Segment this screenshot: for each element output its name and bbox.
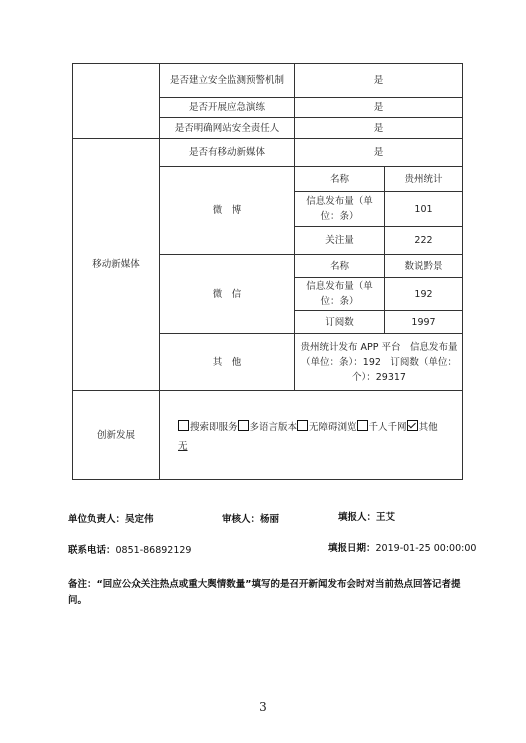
- reviewer: 审核人：杨丽: [222, 514, 280, 525]
- security-monitoring-value: 是: [373, 75, 384, 86]
- table-rule: [462, 63, 463, 480]
- innovation-label: 创新发展: [96, 429, 135, 441]
- mobile-media-label: 移动新媒体: [92, 259, 140, 270]
- weibo-follow-label: 关注量: [325, 235, 354, 246]
- weixin-publish-value: 192: [414, 288, 433, 300]
- option-other[interactable]: 其他: [407, 422, 438, 433]
- weibo-follow-value: 222: [414, 235, 433, 246]
- checkbox-icon[interactable]: [357, 420, 368, 431]
- security-owner-label: 是否明确网站安全责任人: [174, 122, 280, 134]
- filler: 填报人：王艾: [338, 512, 396, 523]
- checked-checkbox-icon[interactable]: [407, 420, 418, 431]
- table-rule: [294, 166, 295, 390]
- checkbox-icon[interactable]: [238, 420, 249, 431]
- weixin-label: 微 信: [212, 288, 242, 300]
- checkbox-icon[interactable]: [297, 420, 308, 431]
- page-number: 3: [259, 700, 267, 714]
- remark-note: 备注：“回应公众关注热点或重大舆情数量”填写的是召开新闻发布会时对当前热点回答记者提问。: [68, 579, 461, 606]
- weibo-label: 微 博: [212, 205, 242, 216]
- option-multilingual[interactable]: 多语言版本: [238, 422, 298, 433]
- innovation-options: [178, 418, 460, 456]
- weixin-name-label: 名称: [329, 260, 349, 272]
- weibo-publish-value: 101: [414, 203, 433, 215]
- weibo-publish-label: 信息发布量（单位：条）: [306, 196, 373, 222]
- has-mobile-media-value: 是: [373, 147, 384, 158]
- fill-date: 填报日期：2019-01-25 00:00:00: [328, 543, 477, 554]
- table-rule: [72, 479, 463, 480]
- weixin-name-value: 数说黔景: [404, 260, 443, 272]
- emergency-drill-value: 是: [373, 102, 384, 113]
- weibo-name-value: 贵州统计: [404, 173, 443, 185]
- weibo-name-label: 名称: [329, 173, 349, 185]
- weixin-publish-label: 信息发布量（单位：条）: [306, 281, 373, 307]
- security-monitoring-label: 是否建立安全监测预警机制: [169, 75, 284, 86]
- has-mobile-media-label: 是否有移动新媒体: [188, 147, 265, 158]
- option-accessibility[interactable]: 无障碍浏览: [297, 422, 357, 433]
- security-owner-value: 是: [373, 122, 384, 134]
- checkbox-icon[interactable]: [178, 420, 189, 431]
- weixin-subscribe-value: 1997: [411, 316, 436, 328]
- other-media-label: 其 他: [212, 356, 242, 368]
- option-search-service[interactable]: 搜索即服务: [178, 422, 238, 433]
- other-media-text: 贵州统计发布 APP 平台 信息发布量（单位：条）：192 订阅数（单位：个）：29317: [300, 341, 458, 383]
- contact-phone: 联系电话：0851-86892129: [68, 545, 192, 556]
- weixin-subscribe-label: 订阅数: [325, 316, 354, 328]
- emergency-drill-label: 是否开展应急演练: [188, 102, 265, 113]
- unit-lead: 单位负责人：吴定伟: [68, 514, 154, 525]
- innovation-other-text: 无: [178, 441, 188, 452]
- option-personalized[interactable]: 千人千网: [357, 422, 407, 433]
